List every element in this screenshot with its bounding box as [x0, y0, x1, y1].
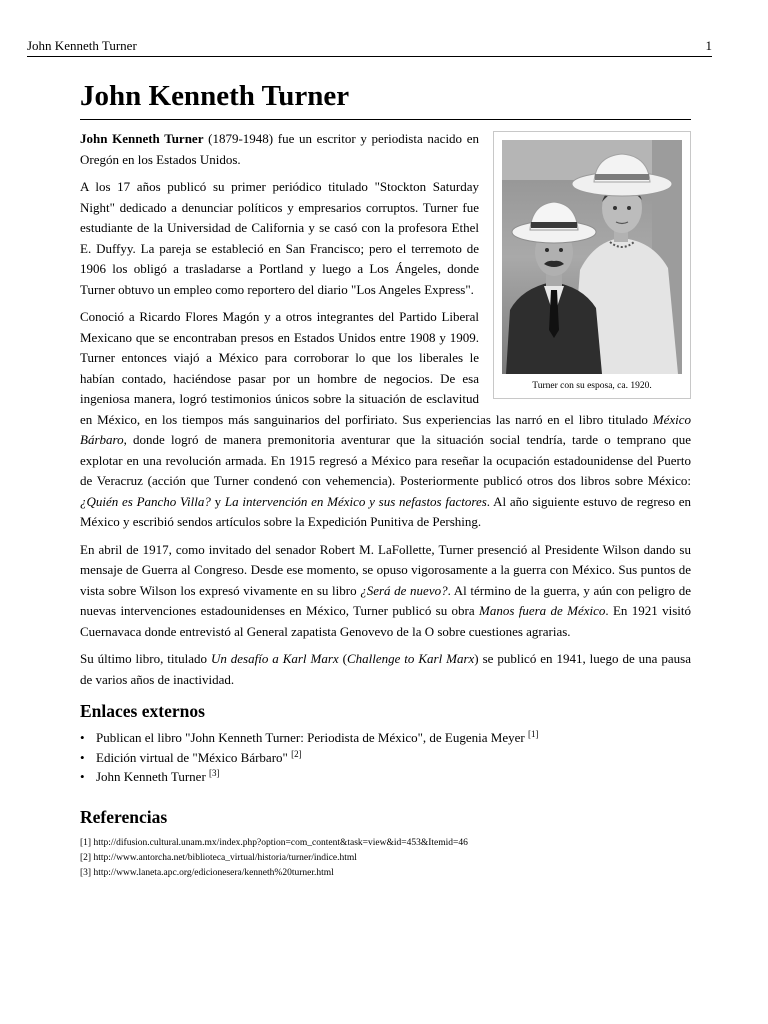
paragraph-mexico: Conoció a Ricardo Flores Magón y a otros integrantes del Partido Liberal Mexicano que se encontraban presos en Estados Unidos entre 1908 y 1909. Turner entonces viajó a México para corroborar lo que los liberales le habían contado, haciéndose pasar por un hombre de negocios. De esa ingeniosa manera, logró testimonios únicos sobre la situación de esclavitud en México, en los tiempos más sanguinarios del porfiriato. Sus experiencias las narró en el libro titulado México Bárbaro, donde logró de manera premonitoria aventurar que la situación social tendría, tarde o temprano que explotar en una revolución armada. En 1915 regresó a México para reseñar la ocupación estadounidense del Puerto de Veracruz (acción que Turner condenó con vehemencia). Posteriormente publicó otros dos libros sobre México: ¿Quién es Pancho Villa? y La intervención en México y sus nefastos factores. Al año siguiente estuvo de regreso en México y escribió sendos artículos sobre la Expedición Punitiva de Pershing.: [80, 309, 692, 529]
running-header: [27, 38, 712, 57]
reference-item[interactable]: [2] http://www.antorcha.net/biblioteca_virtual/historia/turner/indice.html: [80, 853, 357, 863]
external-links-heading: Enlaces externos: [80, 701, 205, 721]
book-title: Manos fuera de México: [479, 603, 606, 618]
running-title: John Kenneth Turner: [27, 38, 137, 53]
book-title: ¿Quién es Pancho Villa?: [80, 493, 211, 509]
book-title: ¿Será de nuevo?: [360, 582, 448, 598]
book-title: La intervención en México y sus nefastos factores: [224, 493, 487, 509]
book-title: Challenge to Karl Marx: [346, 651, 475, 666]
paragraph-last-book: Su último libro, titulado Un desafío a Karl Marx (Challenge to Karl Marx) se publicó en 1941, luego de una pausa de varios años de inactividad.: [80, 651, 691, 687]
paragraph-intro: John Kenneth Turner (1879-1948) fue un escritor y periodista nacido en Oregón en los Estados Unidos.: [80, 131, 479, 167]
references-list: [80, 836, 691, 881]
turner-couple-photo: [502, 140, 682, 374]
references-section: [80, 806, 691, 881]
paragraph-early-life: A los 17 años publicó su primer periódico titulado "Stockton Saturday Night" dedicado a denunciar políticos y empresarios corruptos. Turner fue estudiante de la Universidad de California y se casó con la profesora Ethel E. Duffyy. La pareja se estableció en San Francisco; pero el terremoto de 1906 los obligó a trasladarse a Portland y luego a Los Ángeles, donde Turner obtuvo un empleo como reportero del diario "Los Angeles Express".: [80, 179, 479, 297]
book-title: Un desafío a Karl Marx: [210, 651, 339, 666]
references-heading: Referencias: [80, 807, 168, 827]
external-link-item[interactable]: • Publican el libro "John Kenneth Turner: Periodista de México", de Eugenia Meyer [1]: [96, 728, 691, 748]
ref-marker[interactable]: [1]: [527, 729, 539, 739]
portrait-figure: [493, 131, 691, 399]
subject-name: John Kenneth Turner: [80, 131, 204, 146]
article-content: [80, 76, 691, 697]
page-number: 1: [705, 38, 712, 53]
external-link-item[interactable]: • John Kenneth Turner [3]: [96, 767, 691, 787]
external-link-item[interactable]: • Edición virtual de "México Bárbaro" [2]: [96, 748, 691, 768]
ref-marker[interactable]: [2]: [291, 748, 302, 759]
reference-item[interactable]: [3] http://www.laneta.apc.org/edicionesera/kenneth%20turner.html: [80, 868, 334, 878]
article-body: [80, 129, 691, 690]
reference-item[interactable]: [1] http://difusion.cultural.unam.mx/index.php?option=com_content&task=view&id=453&Itemid=46: [80, 838, 468, 848]
book-title: México Bárbaro: [80, 411, 691, 447]
external-links-list: [80, 728, 691, 787]
paragraph-wilson: En abril de 1917, como invitado del senador Robert M. LaFollette, Turner presenció al Presidente Wilson dando su mensaje de Guerra al Congreso. Desde ese momento, se opuso vigorosamente a la guerra con México. Sus puntos de vista sobre Wilson los expresó vivamente en su libro ¿Será de nuevo?. Al término de la guerra, y aún con peligro de nuevas intervenciones estadounidenses en México, Turner publicó su obra Manos fuera de México. En 1921 visitó Cuernavaca donde entrevistó al General zapatista Genovevo de la O sobre cuestiones agrarias.: [80, 541, 692, 639]
article-title: John Kenneth Turner: [80, 76, 691, 120]
figure-caption: Turner con su esposa, ca. 1920.: [532, 381, 652, 391]
ref-marker[interactable]: [3]: [209, 768, 220, 778]
external-links-section: [80, 700, 691, 787]
